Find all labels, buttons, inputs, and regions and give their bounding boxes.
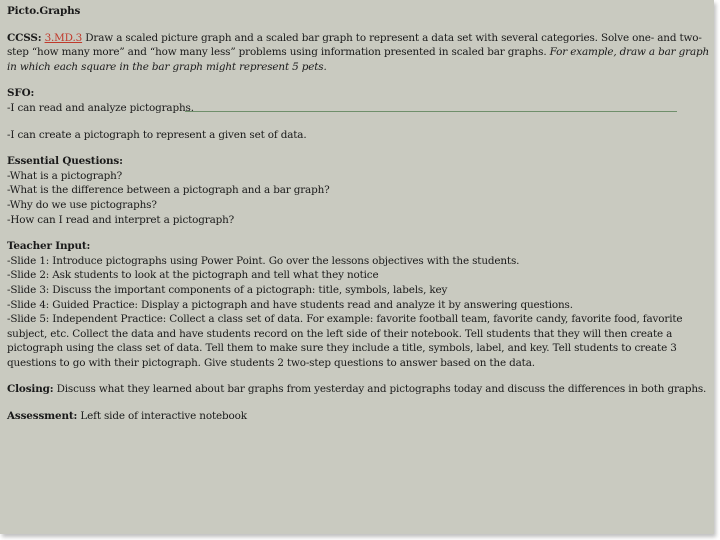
assessment-text: Left side of interactive notebook bbox=[80, 410, 247, 423]
closing-text: Discuss what they learned about bar graphs from yesterday and pictographs today and discuss the differences in both graphs. bbox=[56, 383, 707, 396]
question-item: -Why do we use pictographs? bbox=[7, 198, 157, 211]
lesson-plan-text bbox=[7, 4, 713, 436]
ccss-section bbox=[7, 31, 713, 75]
sfo-label: SFO: bbox=[7, 87, 35, 100]
closing-label: Closing: bbox=[7, 383, 54, 396]
slide-item: -Slide 5: Independent Practice: Collect a class set of data. For example: favorite football team, favorite candy, favorite food, favorite subject, etc. Collect the data and have students record on the left side of their notebook. Tell students that they will then create a pictograph using the class set of data. Tell them to make sure they include a title, symbols, label, and key. Tell students to create 3 questions to go with their pictograph. Give students 2 two-step questions to answer based on the data. bbox=[7, 313, 683, 369]
closing-section bbox=[7, 382, 713, 397]
page-title: Picto.Graphs bbox=[7, 5, 81, 17]
question-item: -What is the difference between a pictograph and a bar graph? bbox=[7, 184, 330, 197]
slide-item: -Slide 2: Ask students to look at the pictograph and tell what they notice bbox=[7, 269, 379, 282]
question-item: -How can I read and interpret a pictograph? bbox=[7, 213, 235, 226]
ccss-label: CCSS: bbox=[7, 31, 42, 44]
sfo-item: -I can read and analyze pictographs. bbox=[7, 101, 194, 114]
ccss-example: For example, draw a bar graph in which each square in the bar graph might represent 5 pets. bbox=[7, 46, 710, 73]
ccss-standard-link[interactable]: 3.MD.3 bbox=[44, 31, 83, 44]
slide-item: -Slide 4: Guided Practice: Display a pictograph and have students read and analyze it by answering questions. bbox=[7, 298, 573, 311]
sfo-item: -I can create a pictograph to represent a given set of data. bbox=[7, 128, 307, 141]
question-item: -What is a pictograph? bbox=[7, 169, 123, 182]
assessment-section bbox=[7, 409, 713, 424]
teacher-label: Teacher Input: bbox=[7, 240, 91, 253]
assessment-label: Assessment: bbox=[7, 410, 78, 423]
essential-label: Essential Questions: bbox=[7, 155, 123, 168]
slide-item: -Slide 1: Introduce pictographs using Power Point. Go over the lessons objectives with the students. bbox=[7, 254, 520, 267]
ccss-text: Draw a scaled picture graph and a scaled bar graph to represent a data set with several categories. Solve one- and two-step “how many more” and “how many less” problems using information presented in scaled bar graphs. bbox=[7, 31, 702, 59]
slide-item: -Slide 3: Discuss the important components of a pictograph: title, symbols, labels, key bbox=[7, 283, 448, 296]
essential-questions-section bbox=[7, 154, 713, 227]
teacher-input-section bbox=[7, 239, 713, 370]
sfo-section bbox=[7, 86, 713, 142]
